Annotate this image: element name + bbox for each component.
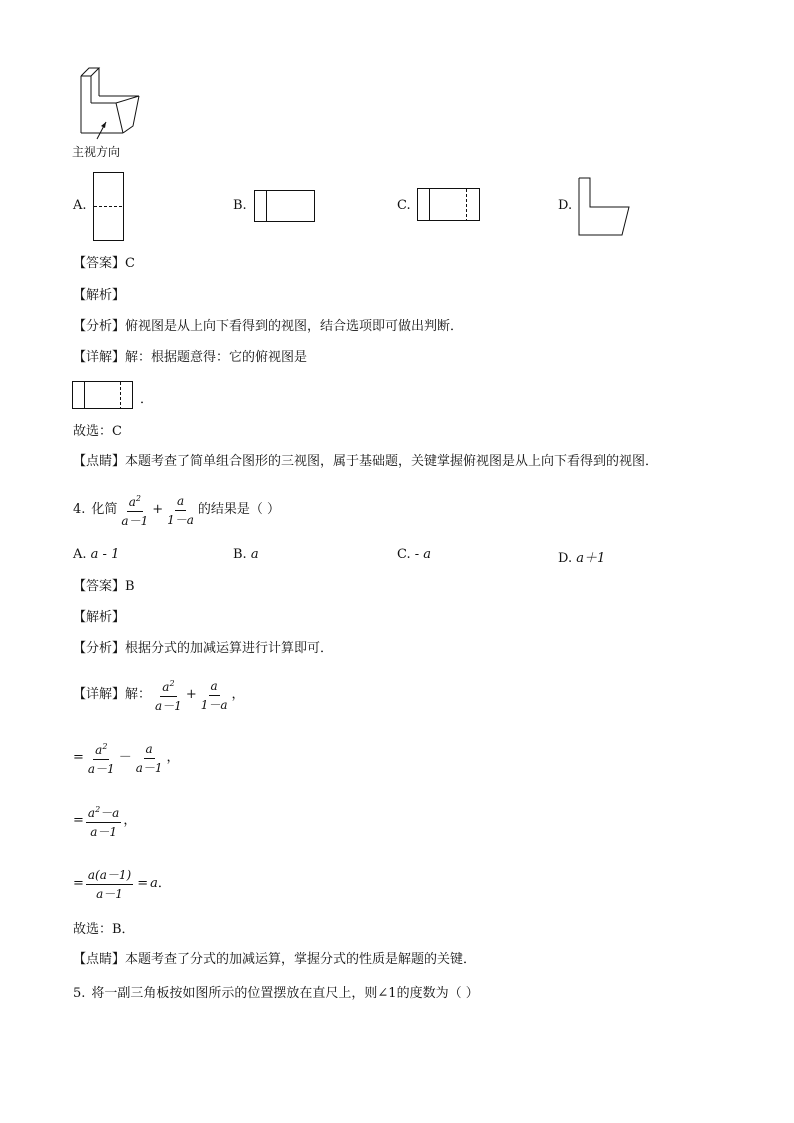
q4-option-b: [233, 547, 259, 562]
q4-stem-frac-2: [165, 493, 196, 528]
q4-dianjing-tag: 【点睛】: [73, 952, 126, 967]
q5-number: 5.: [73, 986, 86, 1001]
q4-option-d-label: D.: [558, 551, 573, 566]
q4-answer-value: B: [125, 579, 135, 594]
q4-step2-frac-2: [134, 741, 165, 776]
q4-fenxi-line: [73, 640, 333, 658]
q4-dianjing-line: [73, 951, 476, 969]
q3-dianjing-tag: 【点睛】: [73, 454, 126, 469]
q4-answer-line: [73, 578, 135, 596]
s1-f1-exp: 2: [169, 679, 175, 688]
q4-fenxi-tag: 【分析】: [73, 641, 126, 656]
s3-num-a: a: [87, 806, 96, 820]
q4-plus: +: [152, 502, 164, 517]
s4-result: a: [150, 876, 158, 891]
s1-comma: ，: [231, 687, 245, 702]
s2-f1-exp: 2: [102, 742, 108, 751]
q4-step-4: [73, 861, 171, 907]
s4-num: a(a－1): [86, 867, 133, 885]
figure-caption: 主视方向: [72, 145, 121, 159]
s2-eq: =: [73, 750, 84, 765]
option-a-figure: [93, 172, 125, 242]
q4-frac2-num: a: [175, 493, 186, 511]
q3-option-b-label: B.: [233, 198, 247, 213]
q4-fenxi-text: 根据分式的加减运算进行计算即可．: [125, 641, 334, 656]
s1-f2-den: 1－a: [200, 697, 228, 712]
q3-xiangjie-tag: 【详解】: [73, 350, 126, 365]
q4-dianjing-text: 本题考查了分式的加减运算，掌握分式的性质是解题的关键．: [125, 952, 477, 967]
q4-option-d-value: a＋1: [576, 551, 606, 566]
s1-f1-den: a－1: [155, 699, 182, 713]
q4-option-c-label: C.: [397, 547, 411, 562]
q4-xiangjie-text: 解：: [125, 687, 152, 702]
q4-option-a-label: A.: [73, 547, 87, 562]
q4-step3-frac: [86, 802, 121, 840]
q3-dianjing-text: 本题考查了简单组合图形的三视图，属于基础题，关键掌握俯视图是从上向下看得到的视图．: [125, 454, 659, 469]
q4-option-b-label: B.: [233, 547, 247, 562]
s4-eq2: =: [137, 876, 149, 891]
q3-fenxi-text: 俯视图是从上向下看得到的视图，结合选项即可做出判断．: [125, 319, 464, 334]
q3-figure-end: ．: [140, 392, 154, 407]
q4-frac1-exp: 2: [135, 494, 141, 503]
solid-figure: [76, 66, 146, 141]
q4-stem-prefix: 化简: [91, 502, 118, 517]
q4-frac2-den: 1－a: [167, 512, 194, 527]
q3-answer-tag: 【答案】: [73, 256, 126, 271]
s3-eq: =: [73, 813, 84, 828]
s1-f2-num: a: [209, 678, 220, 696]
q4-option-c: [397, 547, 431, 562]
q3-fenxi-tag: 【分析】: [73, 319, 126, 334]
q4-frac1-num: a: [128, 495, 136, 509]
q4-option-b-value: a: [250, 547, 259, 562]
s2-f1-num: a: [95, 743, 103, 757]
q3-analysis-tag: 【解析】: [73, 288, 126, 303]
q4-step-3: [73, 798, 136, 844]
s4-eq: =: [73, 876, 84, 891]
s3-num-exp: 2: [95, 805, 101, 814]
q4-answer-tag: 【答案】: [73, 579, 126, 594]
q4-analysis-tag: 【解析】: [73, 610, 126, 625]
option-c-figure: [417, 188, 481, 222]
q4-stem-suffix: 的结果是（ ）: [197, 502, 281, 517]
q4-step1-frac-2: [199, 678, 230, 713]
q3-fenxi-line: [73, 318, 463, 336]
s2-f2-den: a－1: [135, 760, 163, 775]
q4-step-1: [73, 672, 245, 718]
s4-period: ．: [157, 876, 171, 891]
s2-f1-den: a－1: [87, 762, 115, 776]
q4-guxuan: 故选：B．: [73, 922, 135, 937]
option-d-figure: [578, 177, 632, 237]
s3-den: a－1: [90, 825, 117, 839]
q3-answer-figure: [72, 381, 134, 410]
q4-step4-frac: [86, 867, 133, 902]
q4-stem: [73, 488, 280, 532]
q3-answer-line: [73, 255, 135, 273]
q4-step-2: [73, 735, 180, 781]
q3-guxuan: 故选：C: [73, 424, 122, 439]
s2-comma: ，: [166, 750, 180, 765]
q4-xiangjie-tag: 【详解】: [73, 687, 126, 702]
q3-xiangjie-line: [73, 349, 307, 367]
q3-xiangjie-text: 解：根据题意得：它的俯视图是: [125, 350, 308, 365]
q4-frac1-den: a－1: [121, 514, 149, 528]
s2-minus: －: [118, 750, 132, 765]
s1-f1-num: a: [162, 680, 170, 694]
q3-option-a-label: A.: [73, 198, 87, 213]
q4-step2-frac-1: [86, 739, 117, 777]
q5-stem-text: 将一副三角板按如图所示的位置摆放在直尺上，则∠1的度数为（ ）: [91, 986, 479, 1001]
q4-option-c-value: - a: [414, 547, 432, 562]
q4-option-a: [73, 547, 119, 562]
q4-stem-frac-1: [119, 491, 150, 529]
q5-stem: [73, 985, 479, 1003]
q3-option-c-label: C.: [397, 198, 411, 213]
s4-den: a－1: [96, 886, 123, 901]
s3-comma: ，: [123, 813, 137, 828]
q4-option-d: [558, 547, 605, 566]
s3-num-rest: －a: [100, 806, 120, 820]
q3-answer-value: C: [125, 256, 135, 271]
option-b-figure: [254, 190, 316, 223]
q4-number: 4.: [73, 502, 86, 517]
s2-f2-num: a: [144, 741, 155, 759]
q4-step1-frac-1: [153, 676, 184, 714]
q3-dianjing-line: [73, 453, 658, 471]
q3-option-d-label: D.: [558, 198, 573, 213]
s1-plus: +: [185, 687, 197, 702]
q4-option-a-value: a - 1: [90, 547, 120, 562]
